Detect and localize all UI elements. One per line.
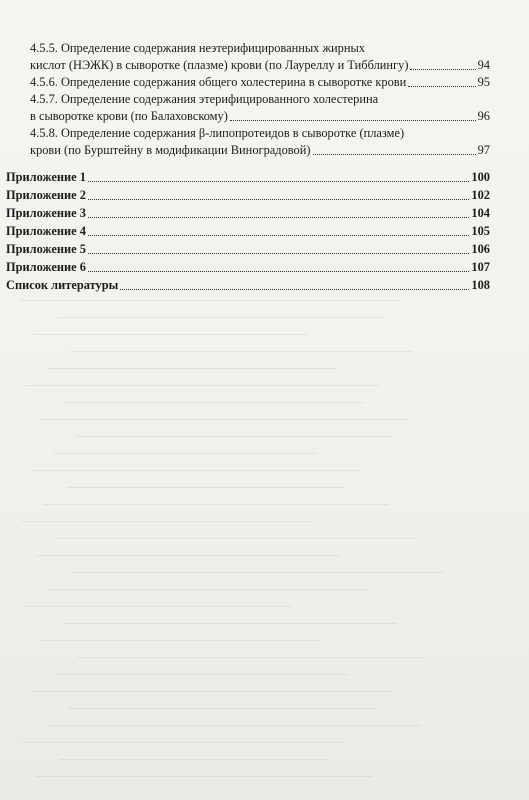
bleed-through-line bbox=[40, 640, 320, 641]
toc-entry-text: кислот (НЭЖК) в сыворотке (плазме) крови (по Лауреллу и Тибблингу) bbox=[30, 58, 409, 72]
toc-entry-4-5-8-line2 bbox=[30, 142, 490, 159]
bleed-through-line bbox=[76, 436, 392, 437]
page-number: 97 bbox=[477, 143, 490, 157]
toc-appendix-2 bbox=[6, 187, 490, 204]
toc-entry-text: крови (по Бурштейну в модификации Виноградовой) bbox=[30, 143, 311, 157]
dot-leader bbox=[88, 199, 470, 200]
page-number: 106 bbox=[471, 242, 490, 256]
page-number: 108 bbox=[471, 278, 490, 292]
toc-entry-text: Приложение 3 bbox=[6, 206, 86, 220]
bleed-through-line bbox=[49, 589, 368, 590]
toc-entry-text: в сыворотке крови (по Балаховскому) bbox=[30, 109, 228, 123]
bleed-through-line bbox=[72, 572, 444, 573]
toc-entry-text: Приложение 1 bbox=[6, 170, 86, 184]
bleed-through-line bbox=[39, 419, 408, 420]
bleed-through-line bbox=[48, 368, 336, 369]
toc-entry-4-5-7-line1: 4.5.7. Определение содержания этерифицированного холестерина bbox=[30, 92, 379, 106]
bleed-through-line bbox=[25, 385, 380, 386]
bleed-through-line bbox=[34, 334, 308, 335]
page-number: 95 bbox=[477, 75, 490, 89]
toc-entry-text: Приложение 2 bbox=[6, 188, 86, 202]
dot-leader bbox=[88, 181, 470, 182]
dot-leader bbox=[88, 271, 470, 272]
page-number: 107 bbox=[471, 260, 490, 274]
bleed-through-line bbox=[71, 351, 412, 352]
page-number: 100 bbox=[471, 170, 490, 184]
bleed-through-line bbox=[31, 691, 392, 692]
toc-entry-text: Приложение 6 bbox=[6, 260, 86, 274]
toc-entry-4-5-7-line2 bbox=[30, 108, 490, 125]
bleed-through-line bbox=[44, 504, 388, 505]
toc-references bbox=[6, 277, 490, 294]
page-number: 102 bbox=[471, 188, 490, 202]
page-number: 94 bbox=[477, 58, 490, 72]
bleed-through-line bbox=[36, 776, 372, 777]
dot-leader bbox=[230, 120, 476, 121]
toc-appendix-3 bbox=[6, 205, 490, 222]
bleed-through-line bbox=[57, 317, 384, 318]
toc-entry-text: 4.5.6. Определение содержания общего холестерина в сыворотке крови bbox=[30, 75, 407, 89]
bleed-through-line bbox=[68, 708, 376, 709]
dot-leader bbox=[88, 217, 470, 218]
bleed-through-line bbox=[21, 521, 312, 522]
dot-leader bbox=[410, 69, 475, 70]
toc-appendix-4 bbox=[6, 223, 490, 240]
toc-entry-text: Список литературы bbox=[6, 278, 119, 292]
toc-entry-4-5-5-line2 bbox=[30, 57, 490, 74]
dot-leader bbox=[88, 253, 470, 254]
bleed-through-line bbox=[77, 657, 424, 658]
bleed-through-line bbox=[22, 742, 344, 743]
bleed-through-line bbox=[63, 623, 396, 624]
bleed-through-line bbox=[59, 759, 328, 760]
page-number: 104 bbox=[471, 206, 490, 220]
toc-appendix-6 bbox=[6, 259, 490, 276]
toc-entry-4-5-8-line1: 4.5.8. Определение содержания β-липопротеидов в сыворотке (плазме) bbox=[30, 126, 405, 140]
bleed-through-line bbox=[20, 300, 400, 301]
toc-entry-4-5-6 bbox=[30, 74, 490, 91]
toc-entry-text: Приложение 4 bbox=[6, 224, 86, 238]
bleed-through-line bbox=[67, 487, 344, 488]
page-number: 96 bbox=[477, 109, 490, 123]
appendix-list bbox=[6, 168, 490, 294]
table-of-contents bbox=[30, 40, 490, 159]
bleed-through-line bbox=[53, 453, 316, 454]
bleed-through-line bbox=[54, 674, 348, 675]
dot-leader bbox=[88, 235, 470, 236]
page-number: 105 bbox=[471, 224, 490, 238]
dot-leader bbox=[120, 289, 469, 290]
bleed-through-line bbox=[26, 606, 292, 607]
toc-entry-text: Приложение 5 bbox=[6, 242, 86, 256]
bleed-through-line bbox=[35, 555, 340, 556]
toc-appendix-1 bbox=[6, 169, 490, 186]
dot-leader bbox=[313, 154, 476, 155]
bleed-through-line bbox=[30, 470, 360, 471]
toc-entry-4-5-5-line1: 4.5.5. Определение содержания неэтерифицированных жирных bbox=[30, 41, 365, 55]
toc-appendix-5 bbox=[6, 241, 490, 258]
dot-leader bbox=[408, 86, 475, 87]
bleed-through-line bbox=[45, 725, 420, 726]
bleed-through-line bbox=[62, 402, 364, 403]
bleed-through-line bbox=[58, 538, 416, 539]
